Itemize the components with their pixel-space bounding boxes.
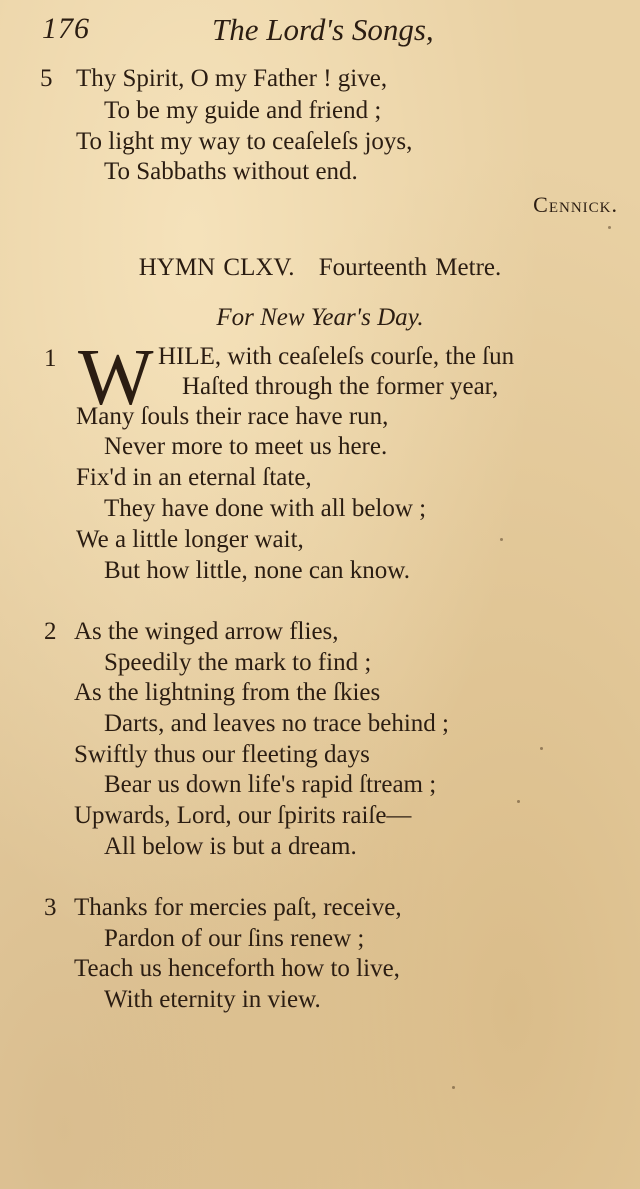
hymn-title	[0, 254, 640, 282]
verse-line: Swiftly thus our fleeting days	[74, 741, 370, 768]
stanza-number: 2	[44, 618, 57, 645]
hymn-metre: Fourteenth Metre.	[318, 254, 502, 281]
verse-line: Haſted through the former year,	[182, 373, 499, 400]
author-attribution: Cennick.	[533, 192, 618, 217]
verse-line: Pardon of our ſins renew ;	[104, 925, 365, 952]
verse-line: To light my way to ceaſeleſs joys,	[76, 128, 413, 155]
verse-line: Darts, and leaves no trace behind ;	[104, 710, 450, 737]
running-head: The Lord's Songs,	[212, 12, 434, 47]
verse-line: To be my guide and friend ;	[104, 97, 382, 124]
verse-line: Never more to meet us here.	[104, 433, 388, 460]
stanza-number: 3	[44, 894, 57, 921]
drop-cap: W	[78, 334, 154, 422]
hymn-subtitle: For New Year's Day.	[216, 304, 424, 331]
verse-line: HILE, with ceaſeleſs courſe, the ſun	[158, 343, 515, 370]
verse-line: Fix'd in an eternal ſtate,	[76, 464, 312, 491]
verse-line: Upwards, Lord, our ſpirits raiſe—	[74, 802, 412, 829]
paper-speck	[517, 800, 520, 803]
hymn-number: HYMN CLXV.	[138, 254, 295, 281]
verse-line: As the winged arrow flies,	[74, 618, 339, 645]
paper-speck	[608, 226, 611, 229]
verse-line: But how little, none can know.	[104, 557, 410, 584]
verse-line: We a little longer wait,	[76, 526, 304, 553]
verse-line: Many ſouls their race have run,	[76, 403, 389, 430]
verse-line: Teach us henceforth how to live,	[74, 955, 400, 982]
page-header	[0, 12, 640, 52]
paper-speck	[500, 538, 503, 541]
paper-speck	[452, 1086, 455, 1089]
stanza-number: 1	[44, 345, 57, 372]
verse-line: With eternity in view.	[104, 986, 321, 1013]
verse-line: Speedily the mark to find ;	[104, 649, 372, 676]
verse-line: Thy Spirit, O my Father ! give,	[76, 65, 388, 92]
stanza-number: 5	[40, 65, 53, 92]
verse-line: Bear us down life's rapid ſtream ;	[104, 771, 437, 798]
verse-line: Thanks for mercies paſt, receive,	[74, 894, 402, 921]
verse-line: All below is but a dream.	[104, 833, 357, 860]
verse-line: To Sabbaths without end.	[104, 158, 358, 185]
paper-speck	[540, 747, 543, 750]
verse-line: As the lightning from the ſkies	[74, 679, 381, 706]
verse-line: They have done with all below ;	[104, 495, 427, 522]
page-number: 176	[42, 12, 90, 45]
